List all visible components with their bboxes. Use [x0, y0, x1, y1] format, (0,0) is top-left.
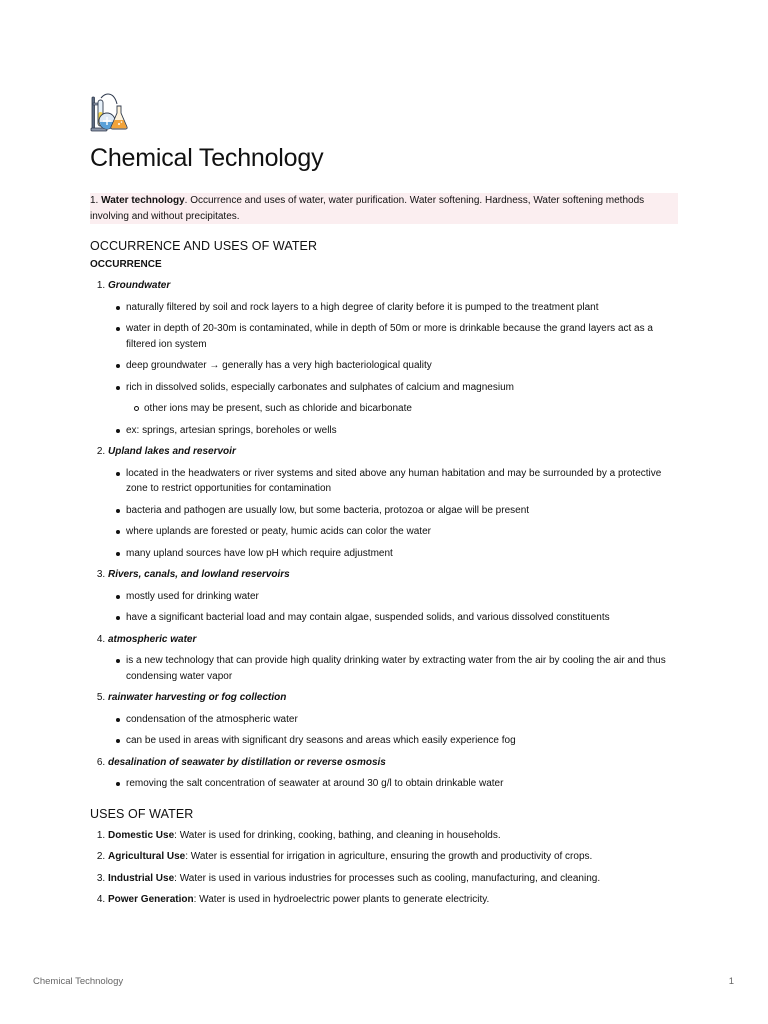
bullet-list: [108, 589, 678, 626]
uses-item-label: Power Generation: [108, 894, 194, 905]
list-item: naturally filtered by soil and rock layers to a high degree of clarity before it is pumped to the treatment plant: [126, 300, 678, 316]
uses-item-label: Industrial Use: [108, 872, 175, 884]
subsection-heading-occurrence: OCCURRENCE: [90, 259, 162, 270]
uses-item-domestic: [108, 828, 678, 844]
list-item: water in depth of 20-30m is contaminated, while in depth of 50m or more is drinkable because the grand layers act as a filtered ion system: [126, 321, 678, 352]
uses-item-label: Domestic Use: [108, 829, 175, 841]
list-item: bacteria and pathogen are usually low, but some bacteria, protozoa or algae will be present: [126, 503, 678, 519]
callout-box: [90, 193, 678, 224]
uses-item-text: : Water is used in various industries for processes such as cooling, manufacturing, and cleaning.: [174, 872, 601, 884]
occurrence-item-atmospheric: [108, 632, 678, 685]
uses-item-text: : Water is used in hydroelectric power plants to generate electricity.: [193, 894, 490, 905]
list-item-text: rich in dissolved solids, especially carbonates and sulphates of calcium and magnesium: [126, 381, 514, 393]
footer-title: Chemical Technology: [33, 976, 124, 987]
bullet-list: [108, 653, 678, 684]
occurrence-item-upland: [108, 444, 678, 561]
uses-list: [90, 828, 678, 908]
list-item: ex: springs, artesian springs, boreholes or wells: [126, 423, 678, 439]
list-item-title: Rivers, canals, and lowland reservoirs: [108, 569, 290, 580]
list-item: is a new technology that can provide high quality drinking water by extracting water from the air by cooling the air and thus condensing water vapor: [126, 653, 678, 684]
callout-bold: Water technology: [101, 195, 185, 206]
bullet-list: [108, 712, 678, 749]
page-content: [90, 92, 678, 908]
uses-item-label: Agricultural Use: [108, 851, 186, 862]
chemistry-lab-icon: [90, 92, 130, 132]
occurrence-item-desalination: [108, 755, 678, 792]
list-item: condensation of the atmospheric water: [126, 712, 678, 728]
list-item-title: desalination of seawater by distillation or reverse osmosis: [108, 756, 386, 768]
list-item: located in the headwaters or river systems and sited above any human habitation and may be surrounded by a protective zone to restrict opportunities for contamination: [126, 466, 678, 497]
list-item-title: rainwater harvesting or fog collection: [108, 692, 287, 703]
list-item: many upland sources have low pH which require adjustment: [126, 546, 678, 562]
list-item: removing the salt concentration of seawater at around 30 g/l to obtain drinkable water: [126, 776, 678, 792]
section-heading-uses: USES OF WATER: [90, 806, 194, 821]
callout-number: 1.: [90, 195, 99, 206]
occurrence-list: [90, 278, 678, 792]
uses-item-text: : Water is essential for irrigation in agriculture, ensuring the growth and productivity of crops.: [185, 851, 593, 862]
uses-item-text: : Water is used for drinking, cooking, bathing, and cleaning in households.: [174, 829, 501, 841]
uses-item-agricultural: [108, 849, 678, 865]
uses-item-industrial: [108, 871, 678, 887]
list-item: deep groundwater → generally has a very high bacteriological quality: [126, 358, 678, 374]
bullet-list: [108, 466, 678, 562]
list-item-title: Upland lakes and reservoir: [108, 446, 236, 457]
list-item: mostly used for drinking water: [126, 589, 678, 605]
occurrence-item-rainwater: [108, 690, 678, 749]
occurrence-item-groundwater: [108, 278, 678, 438]
list-item-title: atmospheric water: [108, 633, 197, 645]
footer-page-number: 1: [728, 976, 734, 987]
list-item: have a significant bacterial load and may contain algae, suspended solids, and various dissolved constituents: [126, 610, 678, 626]
list-item: where uplands are forested or peaty, humic acids can color the water: [126, 524, 678, 540]
bullet-list: [108, 300, 678, 439]
section-heading-occurrence-uses: OCCURRENCE AND USES OF WATER: [90, 239, 318, 253]
occurrence-item-rivers: [108, 567, 678, 626]
uses-item-power: [108, 892, 678, 908]
bullet-list: [108, 776, 678, 792]
sub-bullet-list: [126, 401, 678, 417]
page-title: Chemical Technology: [90, 144, 324, 172]
callout-text: . Occurrence and uses of water, water purification. Water softening. Hardness, Water softening methods involving and without precipitates.: [90, 195, 645, 222]
sub-list-item: other ions may be present, such as chloride and bicarbonate: [144, 401, 678, 417]
list-item-with-sub: [126, 380, 678, 417]
list-item: can be used in areas with significant dry seasons and areas which easily experience fog: [126, 733, 678, 749]
list-item-title: Groundwater: [108, 280, 171, 291]
